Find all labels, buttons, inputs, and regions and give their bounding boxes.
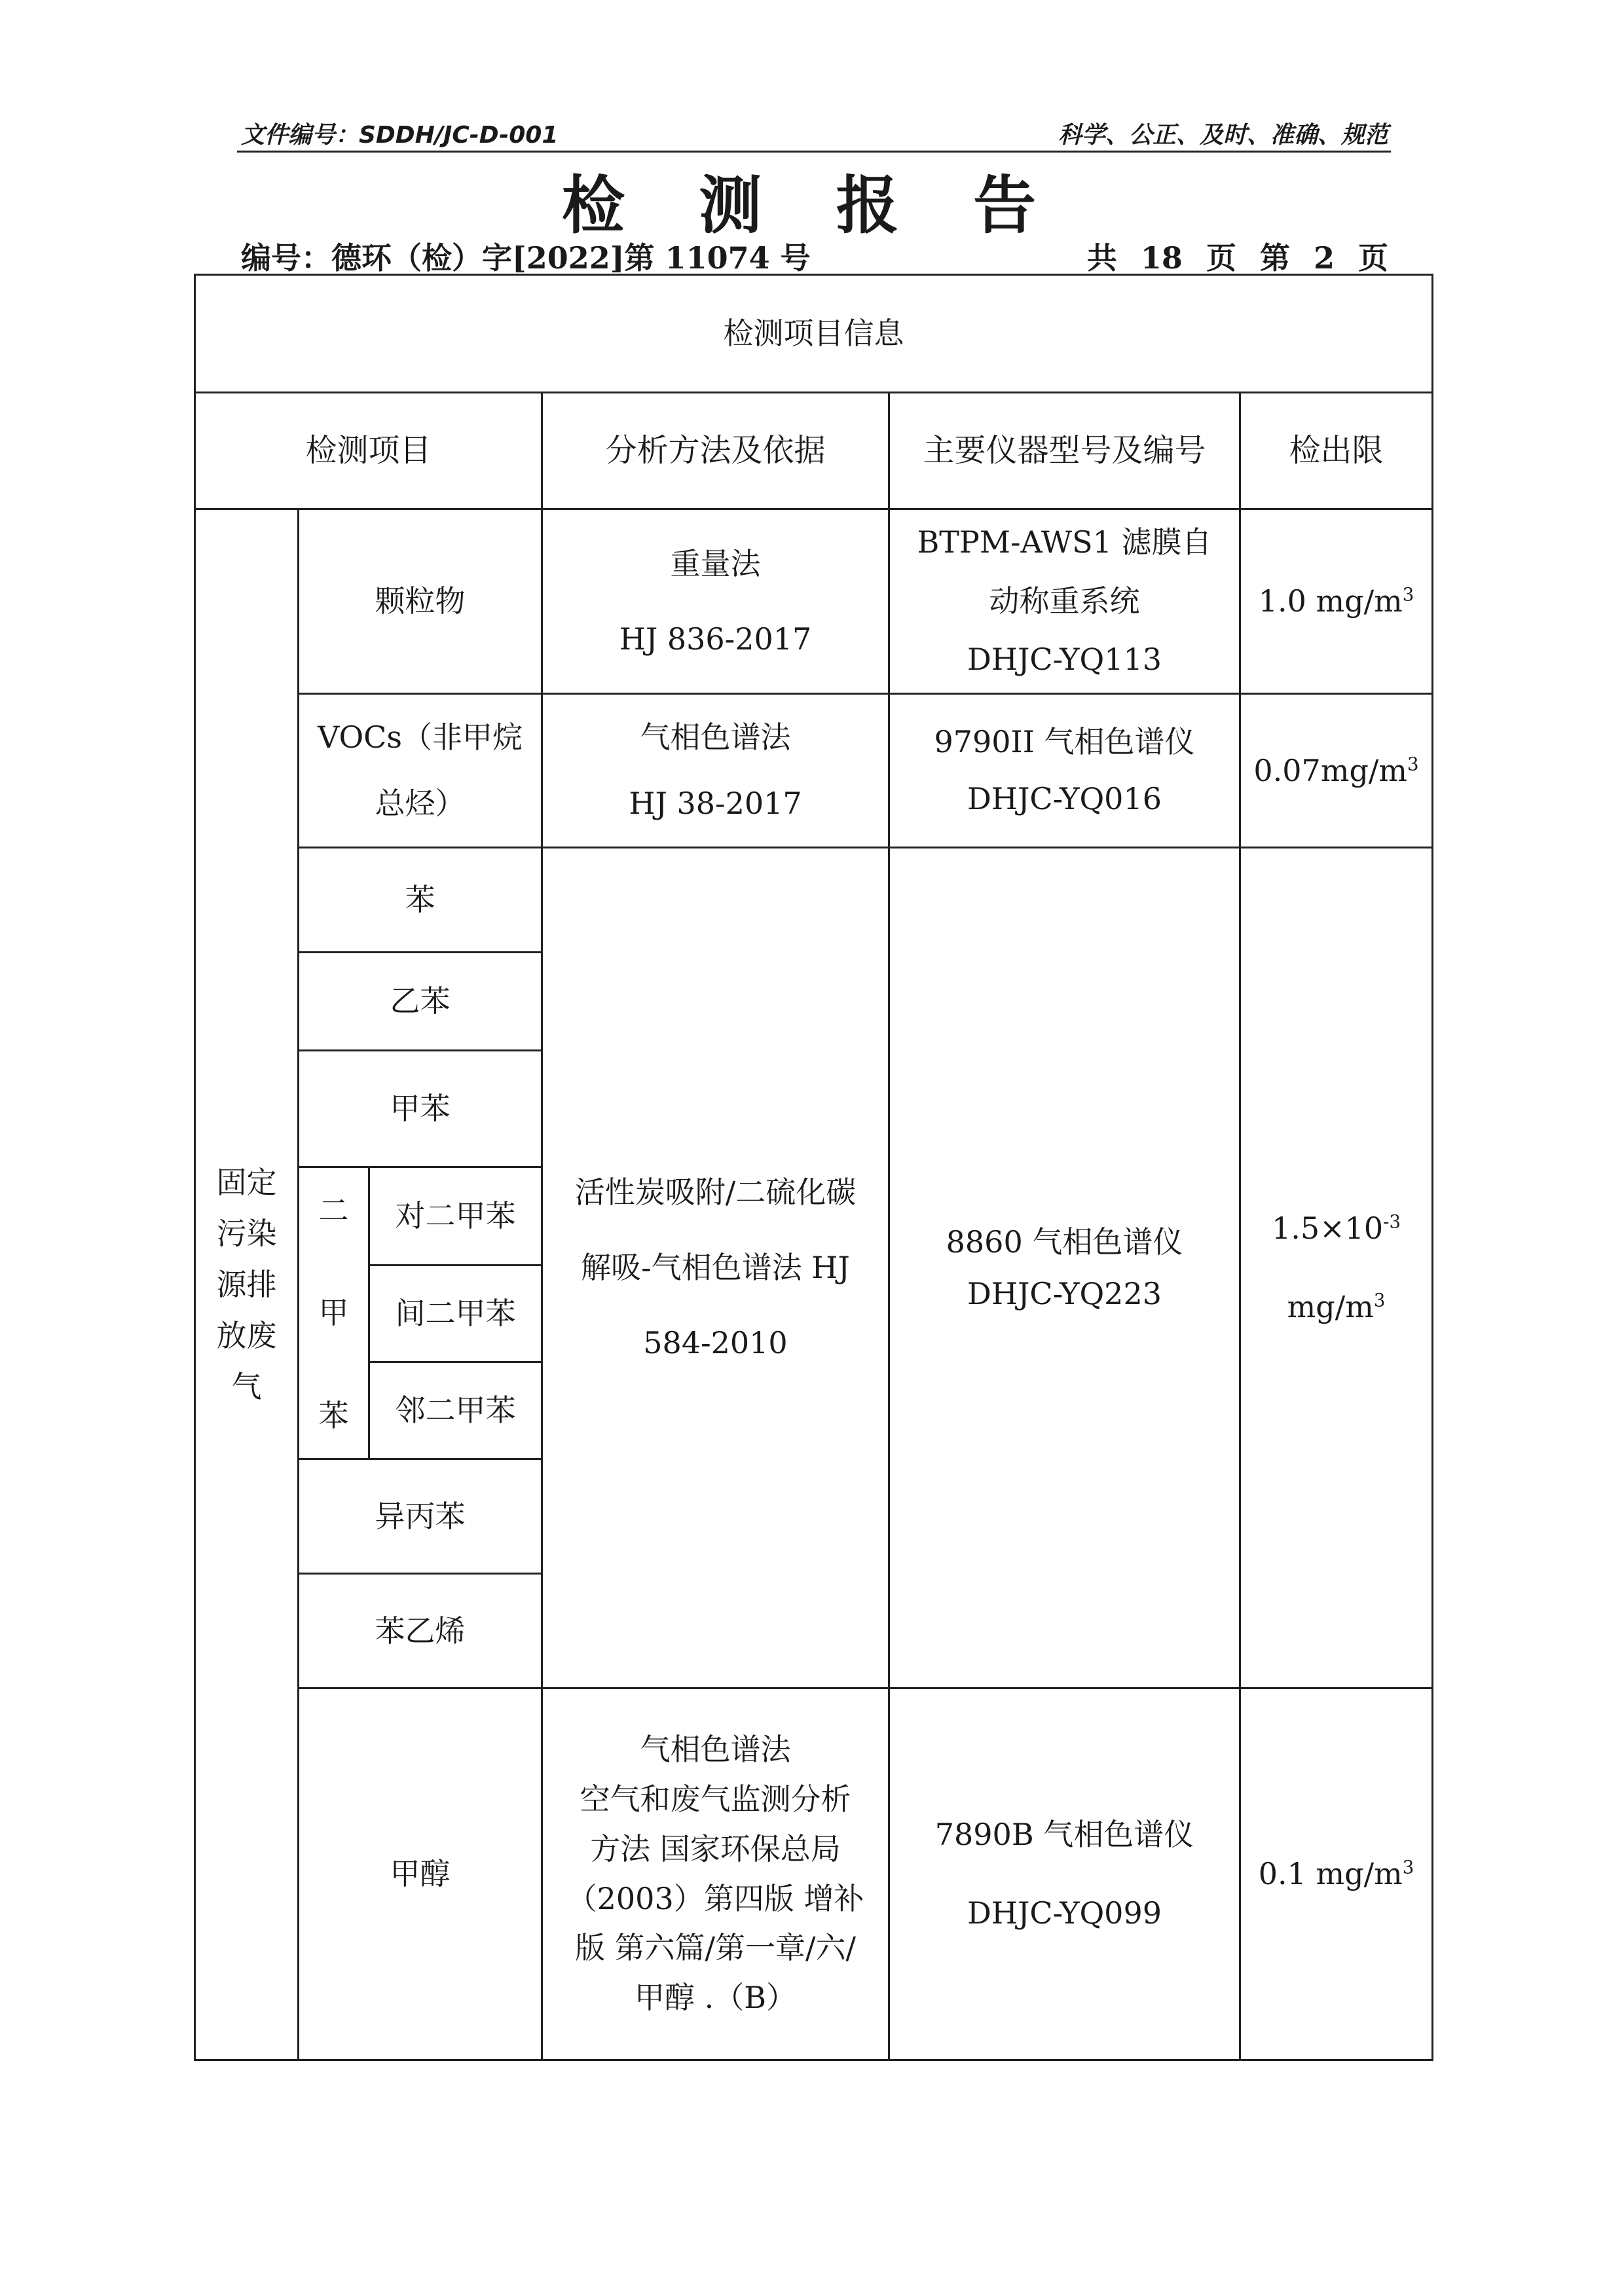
item-benzene: 苯 [299,848,542,953]
item-m-xylene: 间二甲苯 [369,1266,542,1362]
table-row [195,1688,1433,2060]
column-header-instrument: 主要仪器型号及编号 [889,393,1240,509]
item-o-xylene: 邻二甲苯 [369,1362,542,1459]
limit-methanol: 0.1 $mg/m^3$ [1240,1688,1433,2060]
test-items-table [194,274,1433,2061]
item-styrene: 苯乙烯 [299,1574,542,1688]
method-benzene-group: 活性炭吸附/二硫化碳 解吸-气相色谱法 HJ 584-2010 [542,848,889,1688]
method-methanol: 气相色谱法 空气和废气监测分析 方法 国家环保总局 （2003）第四版 增补 版 第六篇/第一章/六/ 甲醇 .（B） [542,1688,889,2060]
category-cell: 固定 污染 源排 放废 气 [195,509,299,2060]
item-ethylbenzene: 乙苯 [299,953,542,1051]
report-meta [241,234,1388,274]
item-p-xylene: 对二甲苯 [369,1167,542,1266]
method-particulate: 重量法 HJ 836-2017 [542,509,889,694]
motto: 科学、公正、及时、准确、规范 [1058,122,1388,149]
report-number: 编号：德环（检）字[2022]第 11074 号 [241,240,811,276]
column-header-method: 分析方法及依据 [542,393,889,509]
item-cumene: 异丙苯 [299,1459,542,1574]
item-vocs: VOCs（非甲烷 总烃） [299,694,542,848]
column-header-limit: 检出限 [1240,393,1433,509]
item-particulate: 颗粒物 [299,509,542,694]
page-info: 共 18 页 第 2 页 [1086,240,1388,276]
column-header-item: 检测项目 [195,393,542,509]
table-row [195,694,1433,848]
doc-code: 文件编号：SDDH/JC-D-001 [241,122,559,149]
instrument-methanol: 7890B 气相色谱仪 DHJC-YQ099 [889,1688,1240,2060]
document-header [241,117,1388,149]
report-title: 检 测 报 告 [561,169,1063,242]
item-toluene: 甲苯 [299,1051,542,1167]
table-row [195,509,1433,694]
item-methanol: 甲醇 [299,1688,542,2060]
instrument-vocs: 9790II 气相色谱仪 DHJC-YQ016 [889,694,1240,848]
limit-particulate: 1.0 $mg/m^3$ [1240,509,1433,694]
header-divider [237,151,1391,153]
instrument-particulate: BTPM-AWS1 滤膜自 动称重系统 DHJC-YQ113 [889,509,1240,694]
section-title: 检测项目信息 [195,275,1433,393]
method-vocs: 气相色谱法 HJ 38-2017 [542,694,889,848]
table-row [195,848,1433,953]
limit-benzene-group: $1.5\times 10^{-3}$ $mg/m^3$ [1240,848,1433,1688]
xylene-label: 二 甲 苯 [299,1167,369,1459]
limit-vocs: $0.07mg/m^3$ [1240,694,1433,848]
instrument-benzene-group: 8860 气相色谱仪 DHJC-YQ223 [889,848,1240,1688]
